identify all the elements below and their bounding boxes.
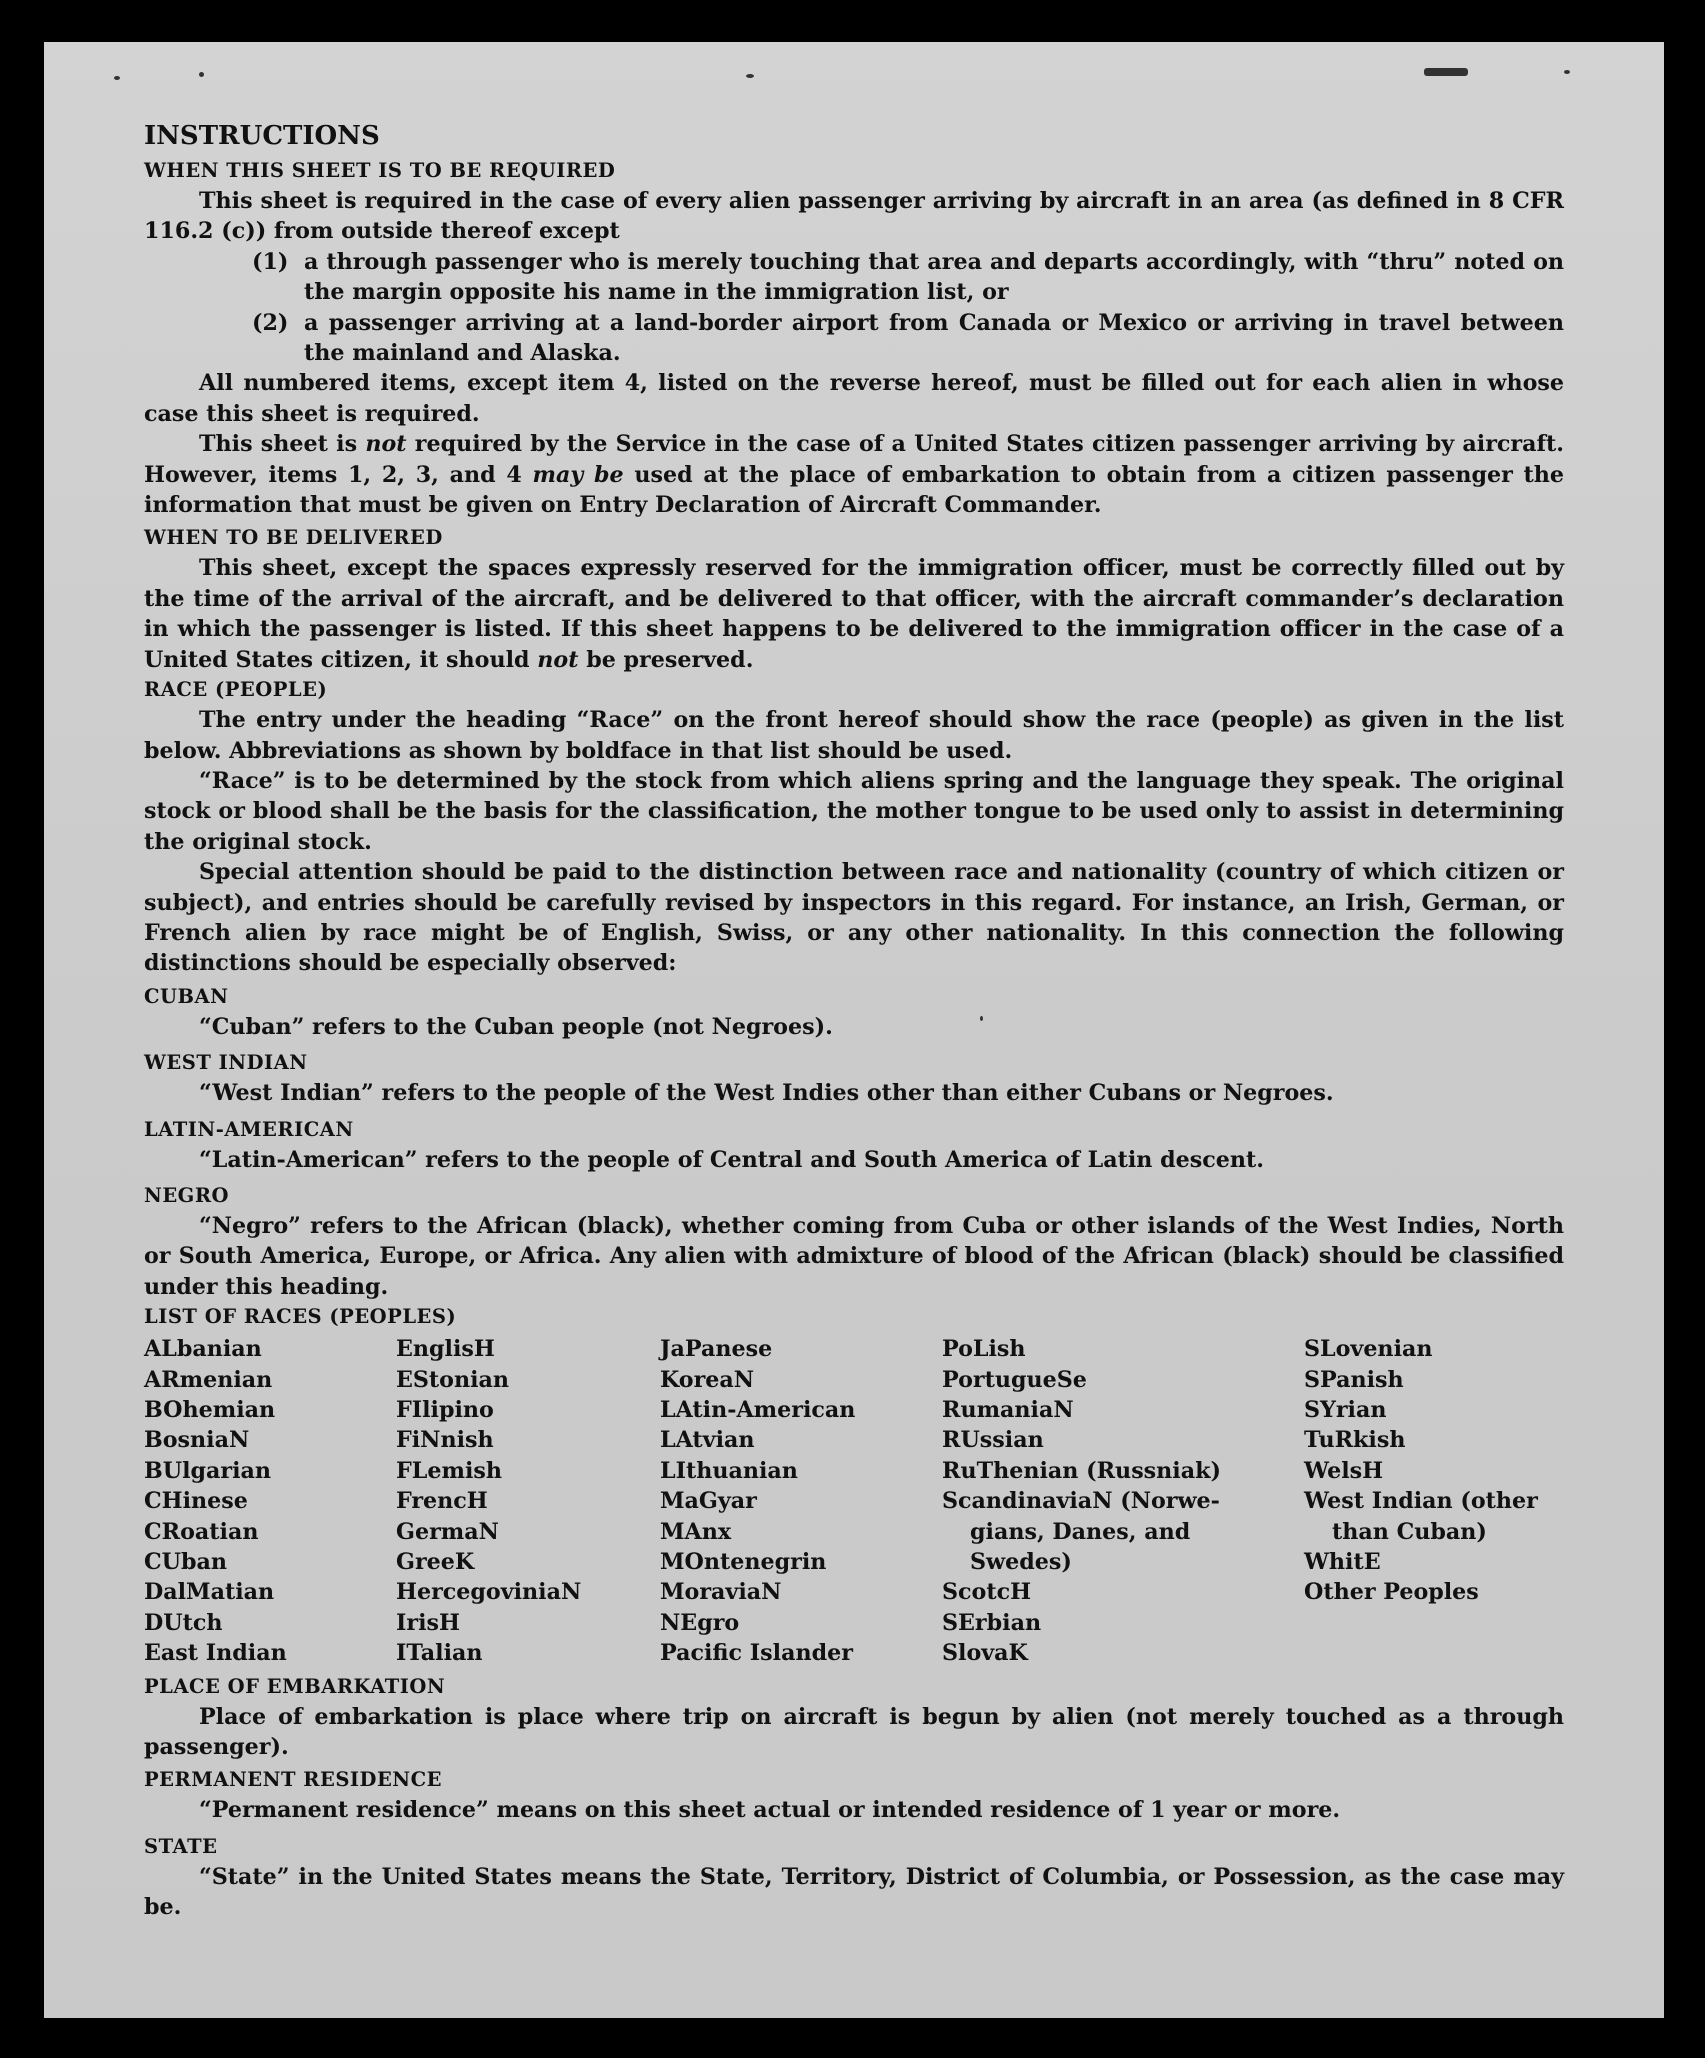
list-item: SlovaK [942, 1640, 1028, 1667]
section-when-delivered [144, 523, 1564, 675]
paragraph: Special attention should be paid to the distinction between race and nationality (country of which citizen or subject), and entries should be carefully revised by inspectors in this regard. For instance, an Irish, German, or French alien by race might be of English, Swiss, or any other nationality. In this connection the following distinctions should be especially observed: [144, 859, 1564, 977]
paragraph: “State” in the United States means the State, Territory, District of Columbia, or Possession, as the case may be. [144, 1863, 1564, 1921]
races-column [942, 1334, 1304, 1668]
list-item: EnglisH [396, 1336, 495, 1363]
ink-speck [114, 76, 120, 80]
list-item: West Indian (other [1304, 1488, 1538, 1515]
ink-speck [199, 72, 204, 77]
list-item: ScotcH [942, 1579, 1032, 1606]
list-item: RumaniaN [942, 1397, 1074, 1423]
text-run: used at the place of embarkation to obtain from a citizen passenger the information that must be given on Entry Declaration of Aircraft Commander. [144, 461, 1564, 519]
emphasis: may be [532, 461, 624, 488]
races-column [396, 1334, 660, 1668]
list-item: SLovenian [1304, 1336, 1433, 1363]
list-item: CRoatian [144, 1518, 259, 1545]
list-item: LAtin-American [660, 1397, 856, 1423]
page-title: INSTRUCTIONS [144, 121, 380, 151]
list-item: gians, Danes, and [970, 1518, 1191, 1545]
list-item: WelsH [1304, 1457, 1384, 1484]
text-run: required by the Service in the case of a United States citizen passenger arriving by aircraft. However, items 1, 2, 3, and 4 [144, 431, 1564, 488]
list-item: SYrian [1304, 1397, 1387, 1423]
list-item: PortugueSe [942, 1366, 1087, 1393]
text-run: This sheet, except the spaces expressly reserved for the immigration officer, must be correctly filled out by the time of the arrival of the aircraft, and be delivered to that officer, with the aircraft commander’s declaration in which the passenger is listed. If this sheet happens to be delivered to the immigration officer in the case of a United States citizen, it should [144, 555, 1564, 673]
section-race [144, 675, 1564, 979]
list-item: BosniaN [144, 1427, 250, 1454]
paragraph [144, 429, 1564, 520]
emphasis: not [537, 646, 579, 673]
list-item: MOntenegrin [660, 1549, 827, 1576]
list-item: ALbanian [144, 1336, 262, 1363]
section-heading: CUBAN [144, 984, 229, 1008]
list-item: FrencH [396, 1488, 488, 1515]
list-item [252, 247, 1564, 308]
section-negro [144, 1181, 1564, 1302]
section-list-of-races [144, 1302, 1564, 1668]
item-text: a through passenger who is merely touching that area and departs accordingly, with “thru” noted on the margin opposite his name in the immigration list, or [304, 248, 1564, 306]
list-item: LAtvian [660, 1427, 755, 1454]
section-heading: WHEN TO BE DELIVERED [144, 526, 443, 550]
list-item: CHinese [144, 1488, 248, 1515]
item-number: (2) [252, 309, 289, 336]
section-heading: WHEN THIS SHEET IS TO BE REQUIRED [144, 159, 616, 182]
list-item: than Cuban) [1332, 1518, 1487, 1545]
list-item: HercegoviniaN [396, 1579, 582, 1606]
section-heading: PLACE OF EMBARKATION [144, 1674, 446, 1698]
section-embarkation [144, 1672, 1564, 1763]
paragraph: “Permanent residence” means on this sheet actual or intended residence of 1 year or more. [199, 1797, 1341, 1824]
item-number: (1) [252, 248, 289, 275]
paragraph: “Cuban” refers to the Cuban people (not Negroes). [199, 1013, 833, 1040]
paragraph: “Latin-American” refers to the people of Central and South America of Latin descent. [199, 1146, 1264, 1173]
list-item: ScandinaviaN (Norwe- [942, 1488, 1220, 1515]
paragraph [144, 553, 1564, 675]
list-item: East Indian [144, 1640, 287, 1667]
list-item: WhitE [1304, 1549, 1381, 1576]
text-run: be preserved. [578, 646, 754, 673]
list-item: ITalian [396, 1640, 483, 1667]
section-heading: PERMANENT RESIDENCE [144, 1768, 443, 1792]
section-when-required [144, 156, 1564, 520]
ink-speck [980, 1016, 983, 1021]
paragraph: “Negro” refers to the African (black), whether coming from Cuba or other islands of the West Indies, North or South America, Europe, or Africa. Any alien with admixture of blood of the African (black) should be classified under this heading. [144, 1212, 1564, 1300]
list-item: GermaN [396, 1518, 499, 1545]
list-item: TuRkish [1304, 1427, 1406, 1454]
list-item: EStonian [396, 1366, 510, 1393]
section-west-indian [144, 1048, 1564, 1108]
list-item: SErbian [942, 1609, 1042, 1636]
section-heading: RACE (PEOPLE) [144, 678, 328, 702]
section-heading: LATIN-AMERICAN [144, 1117, 354, 1141]
paragraph: “Race” is to be determined by the stock from which aliens spring and the language they speak. The original stock or blood shall be the basis for the classification, the mother tongue to be used only to assist in determining the original stock. [144, 767, 1564, 855]
list-item: SPanish [1304, 1366, 1404, 1393]
section-heading: STATE [144, 1834, 218, 1858]
list-item: BUlgarian [144, 1457, 272, 1484]
paragraph: This sheet is required in the case of every alien passenger arriving by aircraft in an area (as defined in 8 CFR 116.2 (c)) from outside thereof except [144, 188, 1564, 245]
list-item: FLemish [396, 1457, 502, 1484]
list-item: GreeK [396, 1549, 475, 1576]
list-item: RUssian [942, 1427, 1044, 1454]
section-heading: NEGRO [144, 1183, 230, 1207]
list-item: FiNnish [396, 1427, 494, 1454]
races-column [660, 1334, 942, 1668]
races-column [144, 1334, 396, 1668]
list-item: DUtch [144, 1609, 223, 1636]
list-item: MoraviaN [660, 1579, 782, 1606]
list-item: ARmenian [144, 1366, 273, 1393]
section-heading: LIST OF RACES (PEOPLES) [144, 1305, 457, 1329]
list-item: RuThenian (Russniak) [942, 1457, 1221, 1484]
paragraph: “West Indian” refers to the people of the West Indies other than either Cubans or Negroes. [199, 1080, 1334, 1107]
list-item: PoLish [942, 1336, 1026, 1363]
list-item: IrisH [396, 1609, 460, 1636]
list-item: FIlipino [396, 1397, 494, 1423]
document-page [44, 42, 1664, 2018]
paragraph: The entry under the heading “Race” on the front hereof should show the race (people) as given in the list below. Abbreviations as shown by boldface in that list should be used. [144, 707, 1564, 764]
list-item: BOhemian [144, 1397, 276, 1423]
list-item: MaGyar [660, 1488, 757, 1515]
list-item [252, 308, 1564, 369]
list-item: NEgro [660, 1609, 740, 1636]
list-item: MAnx [660, 1518, 732, 1545]
emphasis: not [365, 431, 407, 458]
section-cuban [144, 982, 1564, 1042]
section-latin-american [144, 1115, 1564, 1175]
list-item: KoreaN [660, 1366, 755, 1393]
text-run: This sheet is [199, 431, 366, 458]
ink-mark [1424, 68, 1468, 76]
list-item: Pacific Islander [660, 1640, 853, 1667]
section-state [144, 1832, 1564, 1923]
section-permanent-residence [144, 1765, 1564, 1825]
races-column [1304, 1334, 1564, 1668]
list-item: Other Peoples [1304, 1579, 1479, 1606]
list-item: JaPanese [660, 1336, 773, 1363]
section-heading: WEST INDIAN [144, 1051, 308, 1075]
races-table [144, 1334, 1564, 1668]
list-item: DalMatian [144, 1579, 275, 1606]
ink-speck [746, 74, 754, 78]
item-text: a passenger arriving at a land-border airport from Canada or Mexico or arriving in travel between the mainland and Alaska. [304, 309, 1564, 367]
ink-speck [1564, 70, 1570, 74]
list-item: LIthuanian [660, 1457, 798, 1484]
list-item: Swedes) [970, 1549, 1072, 1576]
paragraph: All numbered items, except item 4, listed on the reverse hereof, must be filled out for each alien in whose case this sheet is required. [144, 370, 1564, 427]
list-item: CUban [144, 1549, 228, 1576]
paragraph: Place of embarkation is place where trip on aircraft is begun by alien (not merely touched as a through passenger). [144, 1703, 1564, 1761]
